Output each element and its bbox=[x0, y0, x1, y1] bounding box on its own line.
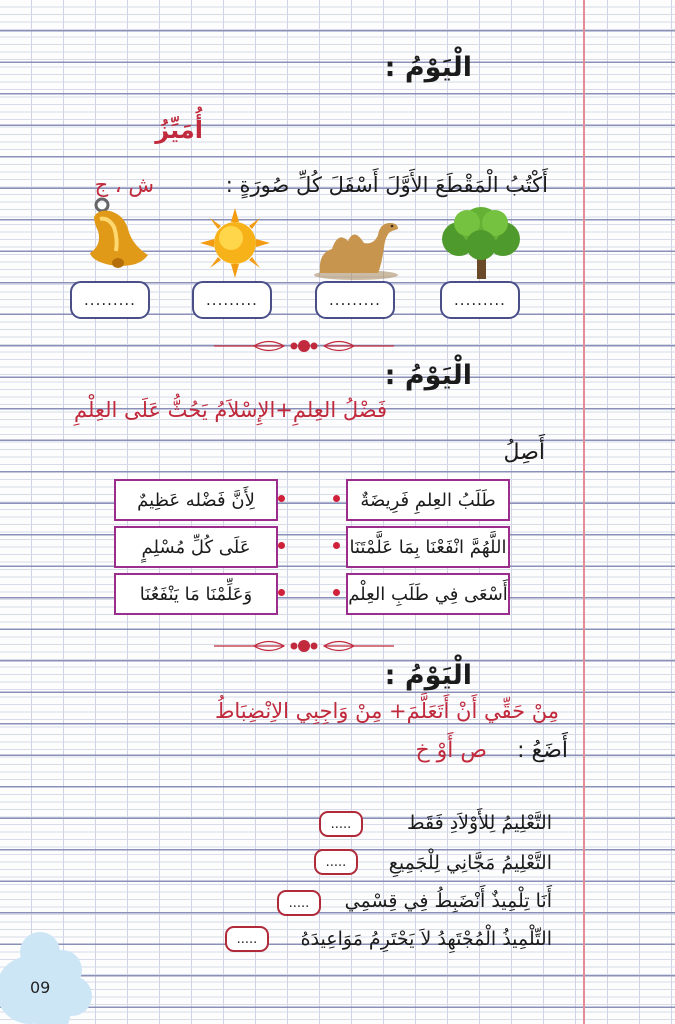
connect-dot[interactable] bbox=[278, 589, 285, 596]
instruction-mark: أَضَعُ : bbox=[517, 738, 568, 763]
connect-dot[interactable] bbox=[333, 495, 340, 502]
instruction-connect: أَصِلُ bbox=[503, 440, 545, 465]
answer-box-statement-4[interactable]: ..... bbox=[225, 926, 269, 952]
connect-dot[interactable] bbox=[278, 542, 285, 549]
answer-box-sun[interactable]: ......... bbox=[192, 281, 272, 319]
answer-box-statement-2[interactable]: ..... bbox=[314, 849, 358, 875]
topic-heading: أُمَيِّزُ bbox=[155, 116, 203, 144]
margin-line bbox=[583, 0, 585, 1024]
answer-options: ص أَوْ خ bbox=[415, 738, 487, 763]
connect-dot[interactable] bbox=[333, 542, 340, 549]
match-right-2[interactable]: اللَّهُمَّ انْفَعْنَا بِمَا عَلَّمْتَنَا bbox=[346, 526, 510, 568]
lesson-title-3: مِنْ حَقِّي أَنْ أَتَعَلَّمَ+ مِنْ وَاجِبِي الاِنْضِبَاطُ bbox=[214, 699, 559, 723]
divider-ornament bbox=[214, 335, 394, 357]
lesson-title-2: فَضْلُ العِلمِ+الإِسْلاَمُ يَحُثُّ عَلَى العِلْمِ bbox=[74, 398, 387, 422]
tree-icon bbox=[437, 205, 527, 280]
statement-4: التِّلْمِيذُ الْمُجْتَهِدُ لاَ يَحْتَرِمُ مَوَاعِيدَهُ bbox=[300, 928, 552, 950]
answer-box-statement-3[interactable]: ..... bbox=[277, 890, 321, 916]
answer-box-tree[interactable]: ......... bbox=[440, 281, 520, 319]
answer-box-camel[interactable]: ......... bbox=[315, 281, 395, 319]
answer-box-bell[interactable]: ......... bbox=[70, 281, 150, 319]
statement-2: التَّعْلِيمُ مَجَّانِي لِلْجَمِيعِ bbox=[388, 852, 552, 874]
flower-decoration bbox=[0, 930, 100, 1024]
match-left-2[interactable]: عَلَى كُلِّ مُسْلِمٍ bbox=[114, 526, 278, 568]
day-label-3: الْيَوْمُ : bbox=[384, 660, 472, 691]
match-right-1[interactable]: طَلَبُ العِلمِ فَرِيضَةٌ bbox=[346, 479, 510, 521]
connect-dot[interactable] bbox=[278, 495, 285, 502]
statement-3: أَنَا تِلْمِيذٌ أَنْضَبِطُ فِي قِسْمِي bbox=[344, 890, 552, 912]
letters-hint: ش ، ج bbox=[94, 173, 154, 197]
connect-dot[interactable] bbox=[333, 589, 340, 596]
match-left-3[interactable]: وَعَلِّمْنَا مَا يَنْفَعُنَا bbox=[114, 573, 278, 615]
camel-icon bbox=[312, 213, 404, 281]
divider-ornament bbox=[214, 635, 394, 657]
match-left-1[interactable]: لِأَنَّ فَضْله عَظِيمٌ bbox=[114, 479, 278, 521]
day-label-1: الْيَوْمُ : bbox=[384, 52, 472, 83]
statement-1: التَّعْلِيمُ لِلأَوْلاَدِ فَقَط bbox=[406, 812, 552, 834]
answer-box-statement-1[interactable]: ..... bbox=[319, 811, 363, 837]
day-label-2: الْيَوْمُ : bbox=[384, 360, 472, 391]
match-right-3[interactable]: أَسْعَى فِي طَلَبِ العِلْم bbox=[346, 573, 510, 615]
instruction-1: أَكْتُبُ الْمَقْطَعَ الأَوَّلَ أَسْفَلَ كُلِّ صُورَةٍ : bbox=[225, 173, 548, 197]
sun-icon bbox=[200, 208, 270, 278]
bell-icon bbox=[80, 195, 152, 277]
page-number: 09 bbox=[30, 978, 51, 997]
